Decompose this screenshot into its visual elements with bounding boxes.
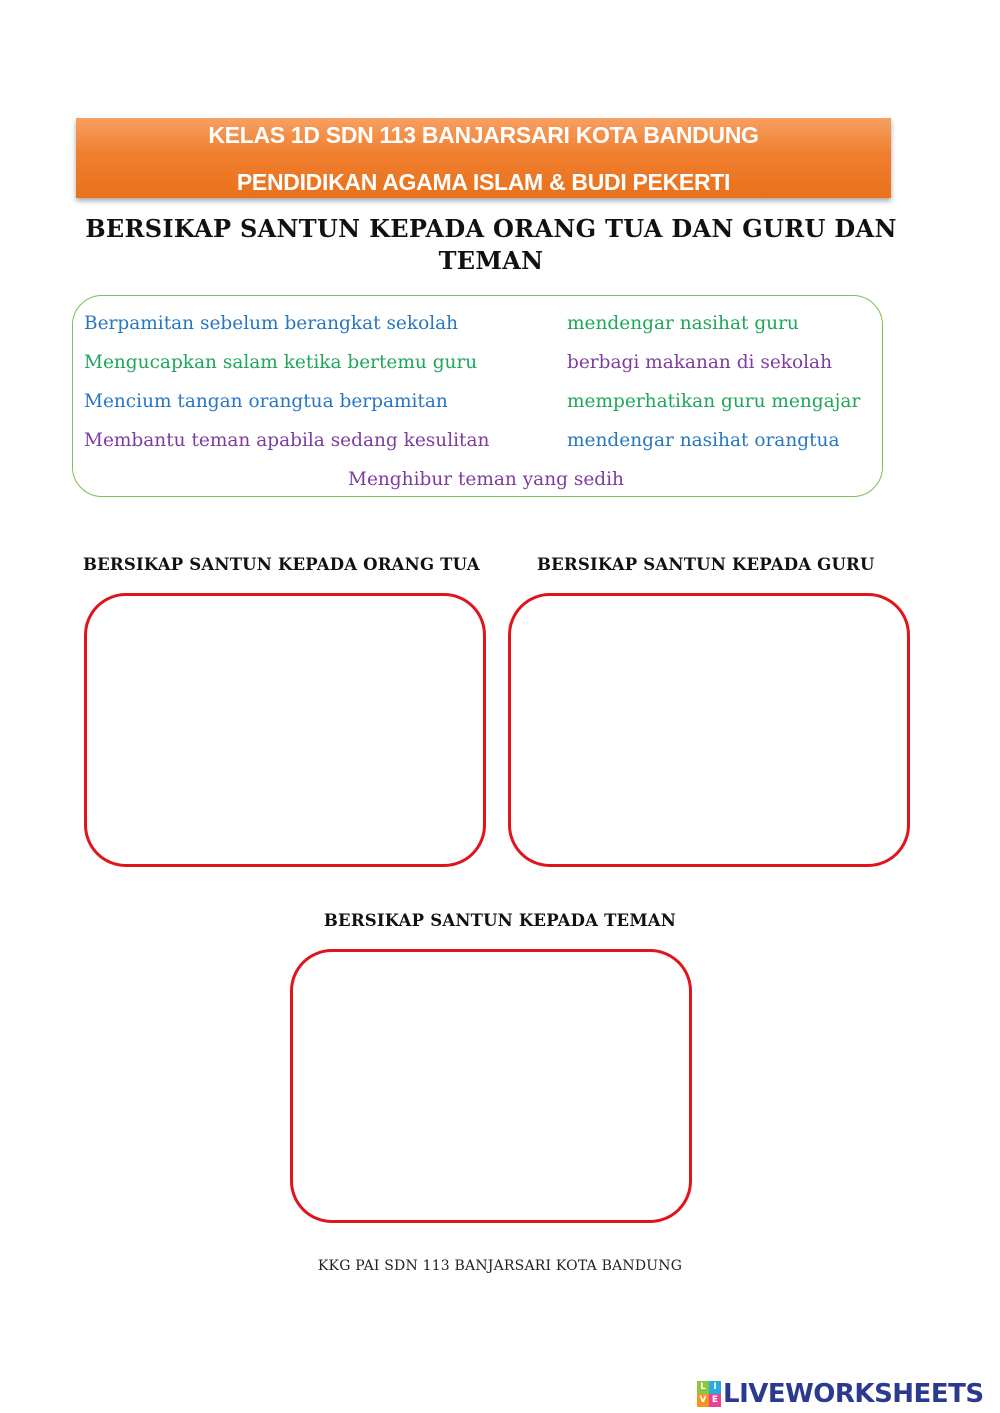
liveworksheets-text: LIVEWORKSHEETS	[723, 1379, 984, 1409]
liveworksheets-icon	[697, 1381, 721, 1407]
word-bank-item[interactable]: Menghibur teman yang sedih	[348, 469, 624, 490]
page-title-line2: TEMAN	[438, 246, 544, 275]
parents-section-label: BERSIKAP SANTUN KEPADA ORANG TUA	[83, 555, 480, 574]
word-bank-item[interactable]: Mengucapkan salam ketika bertemu guru	[84, 352, 478, 373]
word-bank-item[interactable]: Berpamitan sebelum berangkat sekolah	[84, 313, 459, 334]
footer-text: KKG PAI SDN 113 BANJARSARI KOTA BANDUNG	[317, 1258, 683, 1274]
logo-letter-v: V	[697, 1394, 709, 1407]
header-banner	[76, 118, 891, 198]
header-line2: PENDIDIKAN AGAMA ISLAM & BUDI PEKERTI	[236, 169, 731, 195]
word-bank-item[interactable]: Mencium tangan orangtua berpamitan	[84, 391, 448, 412]
word-bank-item[interactable]: mendengar nasihat orangtua	[567, 430, 840, 451]
logo-letter-i: I	[709, 1381, 721, 1394]
word-bank-item[interactable]: memperhatikan guru mengajar	[567, 391, 861, 412]
header-line1: KELAS 1D SDN 113 BANJARSARI KOTA BANDUNG	[208, 122, 759, 148]
logo-letter-l: L	[697, 1381, 709, 1394]
word-bank-item[interactable]: mendengar nasihat guru	[567, 313, 799, 334]
word-bank	[72, 295, 883, 497]
page-title	[80, 213, 902, 277]
teacher-drop-zone[interactable]	[508, 593, 910, 867]
word-bank-item[interactable]: berbagi makanan di sekolah	[567, 352, 832, 373]
friends-drop-zone[interactable]	[290, 949, 692, 1223]
page-title-line1: BERSIKAP SANTUN KEPADA ORANG TUA DAN GURU DAN	[85, 214, 897, 243]
word-bank-item[interactable]: Membantu teman apabila sedang kesulitan	[84, 430, 490, 451]
liveworksheets-logo	[697, 1378, 984, 1410]
teacher-section-label: BERSIKAP SANTUN KEPADA GURU	[537, 555, 875, 574]
friends-section-label: BERSIKAP SANTUN KEPADA TEMAN	[323, 911, 677, 930]
parents-drop-zone[interactable]	[84, 593, 486, 867]
logo-letter-e: E	[709, 1394, 721, 1407]
